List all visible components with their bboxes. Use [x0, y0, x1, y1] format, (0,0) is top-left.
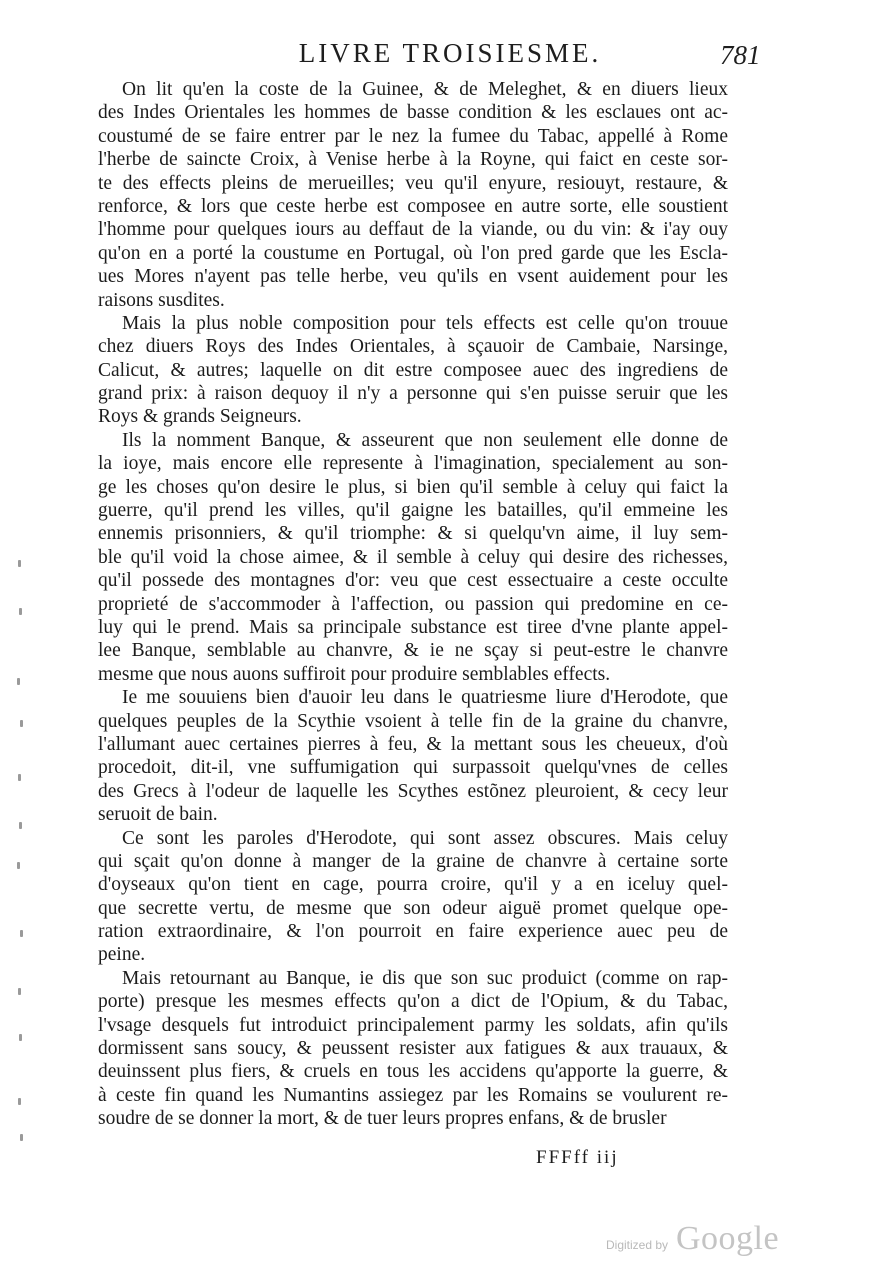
text-line: ble qu'il void la chose aimee, & il semble à celuy qui desire des richesses, [98, 546, 728, 568]
text-line: dormissent sans soucy, & peussent resister aux fatigues & aux trauaux, & [98, 1038, 728, 1060]
text-line: Ce sont les paroles d'Herodote, qui sont assez obscures. Mais celuy [122, 827, 728, 849]
text-line: des Grecs à l'odeur de laquelle les Scythes estõnez pleuroient, & cecy leur [98, 780, 728, 802]
text-line: Mais retournant au Banque, ie dis que son suc produict (comme on rap- [122, 967, 728, 989]
text-line: la ioye, mais encore elle represente à l'imagination, specialement au son- [98, 453, 728, 475]
text-line: guerre, qu'il prend les villes, qu'il gaigne les batailles, qu'il emmeine les [98, 500, 728, 522]
text-line: grand prix: à raison dequoy il n'y a personne qui s'en puisse seruir que les [98, 383, 728, 405]
text-line: qui sçait qu'on donne à manger de la graine de chanvre à certaine sorte [98, 850, 728, 872]
paragraph [98, 686, 728, 826]
text-line: d'oyseaux qu'on tient en cage, pourra croire, qu'il y a en iceluy quel- [98, 874, 728, 896]
text-line: mesme que nous auons suffiroit pour produire semblables effects. [98, 663, 611, 685]
text-line: luy qui le prend. Mais sa principale substance est tiree d'vne plante appel- [98, 616, 728, 638]
text-line: renforce, & lors que ceste herbe est composee en autre sorte, elle soustient [98, 195, 728, 217]
text-line: ues Mores n'ayent pas telle herbe, veu qu'ils en vsent auidement pour les [98, 266, 728, 288]
text-line: ennemis prisonniers, & qu'il triomphe: & si quelqu'vn aime, il luy sem- [98, 523, 728, 545]
text-line: à ceste fin quand les Numantins assiegez par les Romains se voulurent re- [98, 1084, 728, 1106]
text-line: deuinssent plus fiers, & cruels en tous les accidens qu'apporte la guerre, & [98, 1061, 728, 1083]
text-line: proprieté de s'accommoder à l'affection, ou passion qui predomine en ce- [98, 593, 728, 615]
paragraph [98, 967, 728, 1131]
running-head: LIVRE TROISIESME. [298, 38, 602, 68]
text-line: qu'il possede des montagnes d'or: veu que cest essectuaire a ceste occulte [98, 570, 728, 592]
text-line: procedoit, dit-il, vne suffumigation qui surpassoit quelqu'vnes de celles [98, 757, 728, 779]
text-line: soudre de se donner la mort, & de tuer leurs propres enfans, & de brusler [98, 1108, 667, 1130]
text-line: Mais la plus noble composition pour tels effects est celle qu'on trouue [122, 312, 728, 334]
body-text [98, 78, 728, 1131]
paragraph [98, 312, 728, 429]
text-line: l'vsage desquels fut introduict principalement parmy les soldats, afin qu'ils [98, 1014, 728, 1036]
text-line: peine. [98, 944, 146, 966]
text-line: raisons susdites. [98, 289, 225, 311]
text-line: coustumé de se faire entrer par le nez la fumee du Tabac, appellé à Rome [98, 125, 728, 147]
text-line: On lit qu'en la coste de la Guinee, & de Meleghet, & en diuers lieux [122, 79, 728, 100]
text-line: Ils la nomment Banque, & asseurent que non seulement elle donne de [122, 429, 728, 451]
text-line: porte) presque les mesmes effects qu'on a dict de l'Opium, & du Tabac, [98, 991, 728, 1013]
text-line: qu'on en a porté la coustume en Portugal, où l'on pred garde que les Escla- [98, 242, 728, 264]
text-line: Calicut, & autres; laquelle on dit estre composee auec des ingrediens de [98, 359, 728, 381]
text-line: lee Banque, semblable au chanvre, & ie ne sçay si peut-estre le chanvre [98, 640, 728, 662]
google-logo: Google [676, 1220, 780, 1257]
paragraph [98, 429, 728, 686]
margin-specks [14, 560, 28, 1160]
text-line: ration extraordinaire, & l'on pourroit en faire experience auec peu de [98, 921, 728, 943]
page-number: 781 [720, 40, 761, 70]
text-line: chez diuers Roys des Indes Orientales, à sçauoir de Cambaie, Narsinge, [98, 336, 728, 358]
watermark-prefix: Digitized by [606, 1238, 669, 1252]
text-line: Roys & grands Seigneurs. [98, 406, 302, 428]
text-line: l'allumant auec certaines pierres à feu, & la mettant sous les cheueux, d'où [98, 733, 728, 755]
text-line: te des effects pleins de merueilles; veu qu'il enyure, resiouyt, restaure, & [98, 172, 728, 194]
text-line: Ie me souuiens bien d'auoir leu dans le quatriesme liure d'Herodote, que [122, 687, 728, 709]
text-line: ge les choses qu'on desire le plus, si bien qu'il semble à celuy qui faict la [98, 476, 728, 498]
text-line: que secrette vertu, de mesme que son odeur aiguë promet quelque ope- [98, 897, 728, 919]
paragraph [98, 78, 728, 312]
text-line: l'homme pour quelques iours au deffaut de la viande, ou du vin: & i'ay ouy [98, 219, 728, 241]
text-line: des Indes Orientales les hommes de basse condition & les esclaues ont ac- [98, 102, 728, 124]
text-line: seruoit de bain. [98, 804, 218, 826]
signature-mark: FFFff iij [536, 1147, 619, 1168]
digitized-watermark [606, 1220, 796, 1264]
text-line: quelques peuples de la Scythie vsoient à telle fin de la graine du chanvre, [98, 710, 728, 732]
text-line: l'herbe de saincte Croix, à Venise herbe à la Royne, qui faict en ceste sor- [98, 149, 728, 171]
paragraph [98, 827, 728, 967]
